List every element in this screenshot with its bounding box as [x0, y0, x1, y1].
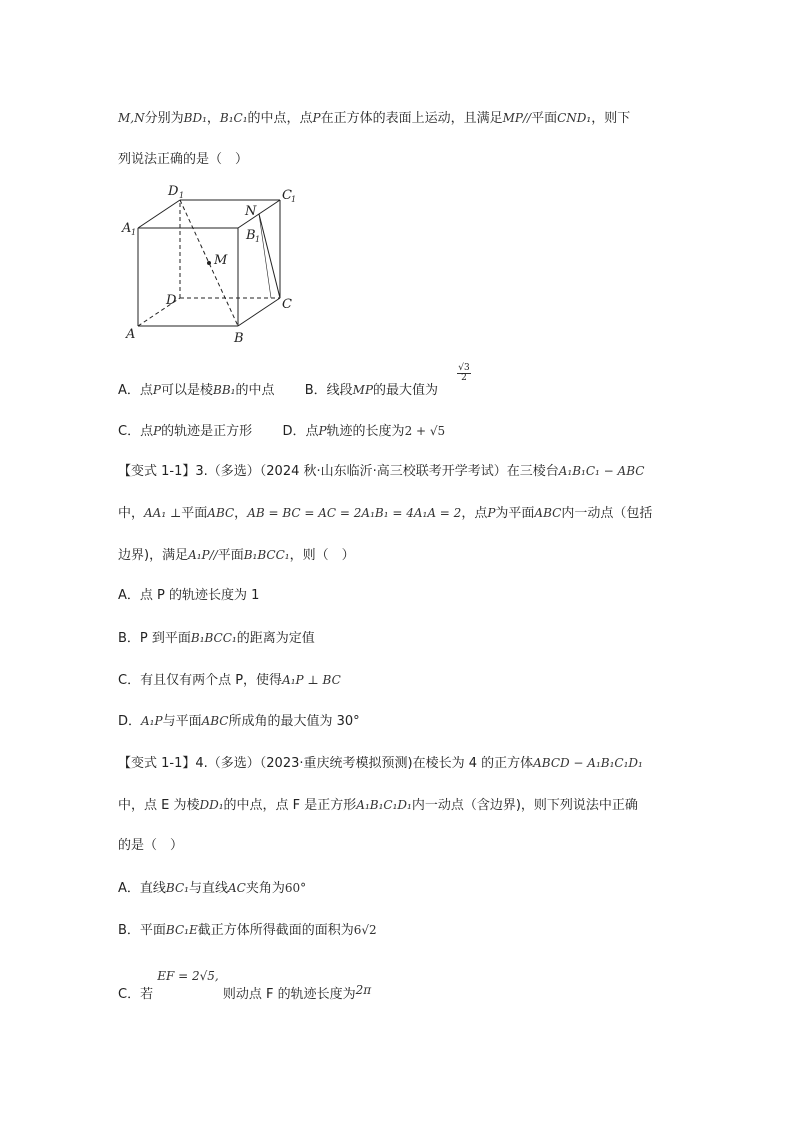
- text: C．若: [118, 987, 154, 1002]
- text: 的中点，点 F 是正方形: [223, 798, 357, 813]
- q3-option-d: [118, 711, 360, 732]
- math-2-plus-sqrt5: 2 + √5: [404, 424, 446, 438]
- math-a1p-perp-bc: A₁P ⊥ BC: [282, 673, 341, 687]
- text: 轨迹的长度为: [326, 424, 405, 439]
- math-ac: AC: [227, 881, 246, 895]
- text: A．直线: [118, 881, 166, 896]
- math-mp-parallel: MP//: [502, 111, 532, 125]
- fraction-denominator: 2: [461, 373, 467, 383]
- edge-c-b: [238, 298, 280, 326]
- text: ，点: [461, 506, 488, 521]
- point-m: [207, 261, 211, 265]
- q3-option-a: A．点 P 的轨迹长度为 1: [118, 588, 260, 603]
- math-abc: ABC: [201, 714, 229, 728]
- fraction-numerator: √3: [458, 363, 470, 373]
- text: ，: [234, 506, 248, 521]
- math-b1c1: B₁C₁: [219, 111, 248, 125]
- math-a1b1c1d1: A₁B₁C₁D₁: [356, 798, 412, 812]
- fraction-sqrt3-over-2: [457, 364, 471, 383]
- label-c1-sub: 1: [291, 195, 297, 204]
- q4-option-c: [118, 969, 372, 1005]
- text: 中，: [118, 506, 145, 521]
- math-dd1: DD₁: [199, 798, 224, 812]
- text: A．点: [118, 383, 153, 398]
- math-lengths: AB = BC = AC = 2A₁B₁ = 4A₁A = 2: [247, 506, 462, 520]
- text: 4.（多选）（2023·重庆统考模拟预测)在棱长为 4 的正方体: [195, 756, 534, 771]
- edge-a1-d1: [138, 200, 180, 228]
- label-a1-sub: 1: [131, 228, 137, 237]
- math-bb1: BB₁: [213, 383, 236, 397]
- q4-option-a: [118, 878, 306, 899]
- math-ef-equals: EF = 2√5,: [157, 969, 219, 983]
- math-bc1e: BC₁E: [165, 923, 198, 937]
- text: 的中点: [235, 383, 275, 398]
- math-mp: MP: [352, 383, 374, 397]
- math-p: P: [152, 383, 161, 397]
- text: ，则（ ）: [289, 548, 355, 563]
- label-b: B: [234, 331, 244, 346]
- text: 中，点 E 为棱: [118, 798, 200, 813]
- label-a1: A: [122, 221, 132, 236]
- text: 3.（多选）（2024 秋·山东临沂·高三校联考开学考试）在三棱台: [195, 464, 559, 479]
- math-p: P: [153, 424, 162, 438]
- math-p: P: [312, 111, 321, 125]
- variant-tag: 【变式 1-1】: [118, 464, 196, 479]
- text: C．有且仅有两个点 P，使得: [118, 673, 283, 688]
- q3-stem-line1: [118, 461, 644, 482]
- label-d1-sub: 1: [179, 191, 185, 200]
- text: 则动点 F 的轨迹长度为: [222, 987, 356, 1002]
- text: ，: [206, 111, 220, 126]
- label-d: D: [166, 293, 177, 308]
- text: 在正方体的表面上运动，且满足: [320, 111, 503, 126]
- text: 平面: [217, 548, 244, 563]
- math-p: P: [487, 506, 496, 520]
- q1-stem-line1: [118, 108, 630, 129]
- q4-stem-line2: [118, 795, 638, 816]
- text: D．点: [282, 424, 319, 439]
- text: 内一动点（含边界)，则下列说法中正确: [411, 798, 638, 813]
- math-cnd1: CND₁: [557, 111, 592, 125]
- text: ，则下: [591, 111, 631, 126]
- math-bd1: BD₁: [183, 111, 207, 125]
- variant-tag: 【变式 1-1】: [118, 756, 196, 771]
- text: 平面: [531, 111, 558, 126]
- q3-stem-line3: [118, 545, 355, 566]
- text: B．P 到平面: [118, 631, 191, 646]
- text: 夹角为: [245, 881, 285, 896]
- cube-figure: [118, 178, 318, 348]
- q1-stem-line2: 列说法正确的是（ ）: [118, 152, 249, 167]
- text: B．线段: [304, 383, 353, 398]
- label-d1: D: [168, 184, 179, 199]
- text: 内一动点（包括: [561, 506, 653, 521]
- q4-option-b: [118, 920, 377, 941]
- label-m: M: [214, 253, 228, 268]
- math-cube: ABCD − A₁B₁C₁D₁: [533, 756, 643, 770]
- q4-stem-line1: [118, 753, 643, 774]
- text: 的距离为定值: [236, 631, 315, 646]
- math-b1bcc1: B₁BCC₁: [190, 631, 237, 645]
- q3-option-c: [118, 670, 341, 691]
- text: 分别为: [144, 111, 184, 126]
- math-abc: ABC: [207, 506, 235, 520]
- label-b1: B: [246, 228, 256, 243]
- label-b1-sub: 1: [255, 235, 261, 244]
- q1-option-a-b: [118, 380, 438, 401]
- label-c: C: [282, 297, 292, 312]
- math-a1p: A₁P: [141, 714, 163, 728]
- math-abc: ABC: [534, 506, 562, 520]
- math-aa1-perp: AA₁ ⊥: [144, 506, 182, 520]
- math-6sqrt2: 6√2: [353, 923, 377, 937]
- text: 为平面: [495, 506, 535, 521]
- math-a1p-parallel: A₁P//: [188, 548, 218, 562]
- math-bc1: BC₁: [165, 881, 189, 895]
- math-p: P: [318, 424, 327, 438]
- q1-option-c-d: [118, 421, 445, 442]
- q3-stem-line2: [118, 503, 652, 524]
- text: 可以是棱: [160, 383, 213, 398]
- text: 的最大值为: [373, 383, 439, 398]
- text: D．: [118, 714, 142, 729]
- math-frustum: A₁B₁C₁ − ABC: [558, 464, 645, 478]
- text: 的中点，点: [247, 111, 313, 126]
- label-n: N: [245, 204, 257, 219]
- math-b1bcc1: B₁BCC₁: [243, 548, 290, 562]
- text: 与直线: [188, 881, 228, 896]
- text: 所成角的最大值为 30°: [228, 714, 360, 729]
- math-2pi: 2π: [355, 983, 372, 997]
- text: 与平面: [162, 714, 202, 729]
- text: B．平面: [118, 923, 166, 938]
- math-60deg: 60°: [284, 881, 307, 895]
- text: 平面: [181, 506, 208, 521]
- label-c1: C: [282, 188, 292, 203]
- math-mn: M,N: [118, 111, 145, 125]
- q4-stem-line3: 的是（ ）: [118, 838, 184, 853]
- text: 的轨迹是正方形: [161, 424, 253, 439]
- label-a: A: [126, 327, 136, 342]
- text: 截正方体所得截面的面积为: [197, 923, 354, 938]
- text: 边界)，满足: [118, 548, 189, 563]
- text: C．点: [118, 424, 154, 439]
- q3-option-b: [118, 628, 315, 649]
